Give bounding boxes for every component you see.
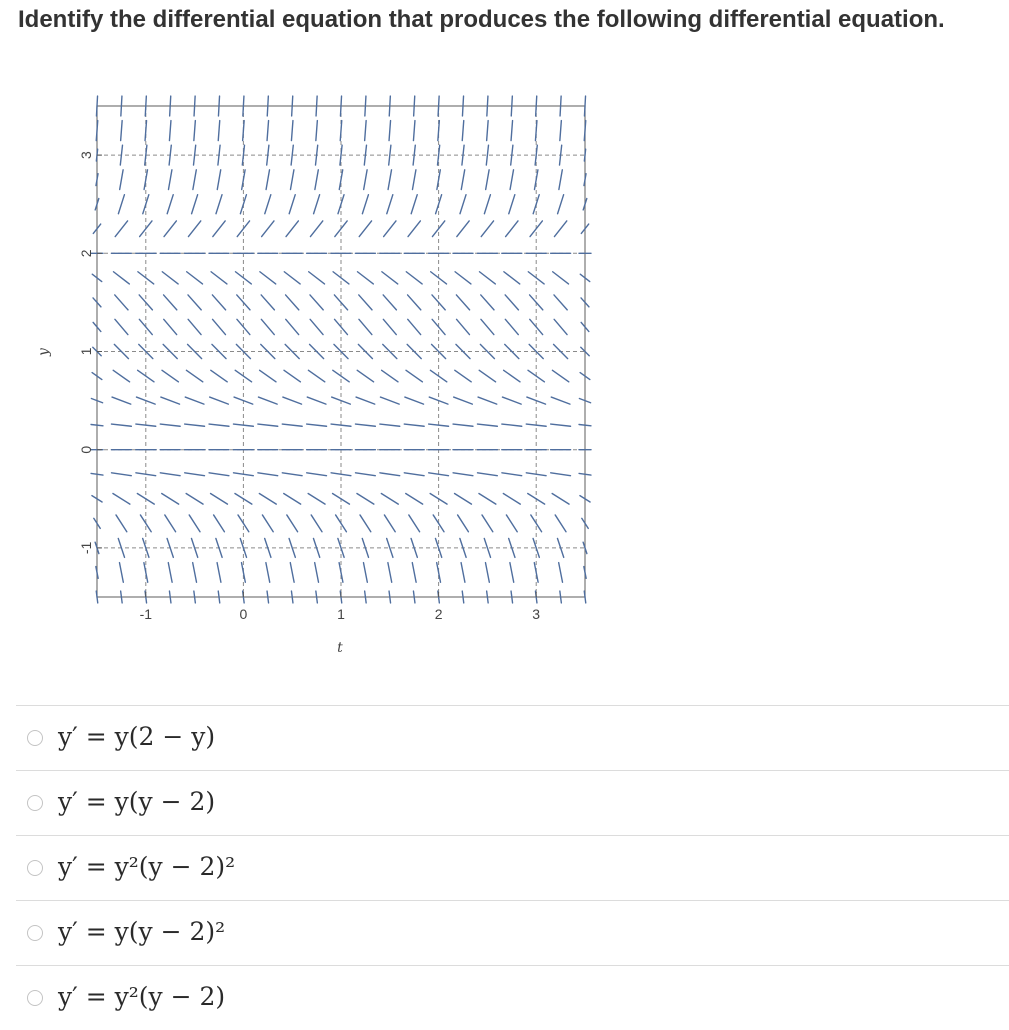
- slope-segment: [362, 195, 368, 214]
- option-label: y′ = y(2 − y): [58, 722, 216, 751]
- x-tick-label: 2: [434, 606, 443, 622]
- slope-segment: [559, 170, 562, 190]
- slope-segment: [560, 121, 562, 141]
- slope-segment: [456, 295, 469, 310]
- slope-segment: [380, 473, 400, 476]
- slope-segment: [413, 121, 415, 141]
- slope-segment: [381, 493, 398, 504]
- slope-segment: [266, 170, 269, 190]
- option-label: y′ = y(y − 2): [58, 787, 216, 816]
- y-tick-label: 0: [78, 445, 94, 454]
- slope-segment: [405, 397, 424, 404]
- slope-segment: [260, 272, 276, 284]
- slope-segment: [460, 538, 466, 557]
- slope-segment: [365, 591, 367, 603]
- option-2[interactable]: [16, 770, 1009, 835]
- slope-segment: [413, 591, 415, 603]
- slope-segment: [310, 319, 323, 334]
- slope-segment: [510, 170, 513, 190]
- slope-segment: [554, 295, 567, 310]
- x-tick-label: -1: [139, 606, 153, 622]
- slope-segment: [453, 473, 473, 476]
- slope-segment: [119, 563, 123, 583]
- slope-segment: [287, 515, 298, 532]
- slope-segment: [359, 221, 371, 237]
- slope-segment: [384, 515, 395, 532]
- slope-segment: [283, 397, 302, 404]
- slope-segment: [316, 591, 318, 603]
- slope-segment: [461, 563, 465, 583]
- option-label: y′ = y²(y − 2)²: [58, 852, 236, 881]
- slope-segment: [554, 221, 566, 237]
- slope-segment: [363, 563, 367, 583]
- slope-segment: [193, 170, 196, 190]
- slope-segment: [486, 170, 489, 190]
- slope-segment: [357, 370, 373, 382]
- slope-segment: [485, 563, 489, 583]
- slope-segment: [120, 170, 123, 190]
- slope-segment: [462, 96, 463, 116]
- y-axis-label: y: [36, 348, 52, 356]
- slope-segment: [137, 493, 154, 504]
- slope-segment: [355, 424, 375, 426]
- x-tick-label: 0: [239, 606, 248, 622]
- slope-segment: [437, 563, 441, 583]
- slope-segment: [311, 515, 322, 532]
- slope-segment: [384, 221, 396, 237]
- slope-segment: [261, 295, 274, 310]
- slope-segment: [170, 96, 171, 116]
- slope-segment: [258, 424, 278, 426]
- slope-segment: [460, 195, 466, 214]
- slope-segment: [340, 121, 342, 141]
- slope-segment: [286, 221, 298, 237]
- slope-segment: [284, 370, 300, 382]
- slope-segment: [310, 295, 323, 310]
- slope-segment: [308, 493, 325, 504]
- slope-segment: [162, 272, 178, 284]
- slope-segment: [481, 221, 493, 237]
- slope-segment: [307, 473, 327, 476]
- slope-segment: [502, 473, 522, 476]
- slope-segment: [167, 195, 173, 214]
- slope-segment: [194, 591, 196, 603]
- slope-segment: [168, 563, 172, 583]
- slope-segment: [535, 121, 537, 141]
- slope-segment: [408, 295, 421, 310]
- slope-segment: [364, 170, 367, 190]
- slope-segment: [506, 221, 518, 237]
- slope-segment: [211, 370, 227, 382]
- slope-segment: [477, 473, 497, 476]
- option-5[interactable]: [16, 965, 1009, 1030]
- slope-segment: [243, 96, 244, 116]
- slope-segment: [408, 319, 421, 334]
- slope-segment: [289, 195, 295, 214]
- y-tick-label: 1: [78, 347, 94, 356]
- slope-segment: [457, 221, 469, 237]
- slope-segment: [558, 195, 564, 214]
- slope-segment: [365, 121, 367, 141]
- slope-segment: [387, 195, 393, 214]
- slope-segment: [218, 121, 220, 141]
- slope-segment: [560, 591, 562, 603]
- slope-segment: [482, 515, 493, 532]
- radio-button[interactable]: [27, 990, 43, 1006]
- slope-segment: [186, 493, 203, 504]
- slope-segment: [267, 121, 269, 141]
- slope-segment: [453, 424, 473, 426]
- slope-segment: [554, 319, 567, 334]
- slope-segment: [160, 473, 180, 476]
- slope-segment: [511, 121, 513, 141]
- slope-segment: [162, 493, 179, 504]
- slope-segment: [111, 424, 131, 426]
- radio-button[interactable]: [27, 925, 43, 941]
- x-tick-label: 3: [532, 606, 541, 622]
- slope-segment: [189, 515, 200, 532]
- slope-segment: [188, 319, 201, 334]
- slope-segment: [113, 493, 130, 504]
- slope-segment: [217, 170, 220, 190]
- slope-segment: [307, 397, 326, 404]
- slope-segment: [340, 96, 341, 116]
- slope-segment: [284, 272, 300, 284]
- slope-segment: [555, 515, 566, 532]
- y-tick-label: -1: [78, 541, 94, 555]
- slope-segment: [414, 96, 415, 116]
- radio-button[interactable]: [27, 795, 43, 811]
- slope-segment: [360, 515, 371, 532]
- slope-segment: [534, 563, 538, 583]
- slope-segment: [209, 424, 229, 426]
- slope-segment: [411, 538, 417, 557]
- slope-segment: [458, 515, 469, 532]
- slope-segment: [144, 563, 148, 583]
- slope-segment: [115, 295, 128, 310]
- slope-segment: [185, 424, 205, 426]
- slope-segment: [455, 493, 472, 504]
- slope-segment: [389, 121, 391, 141]
- slope-segment: [484, 195, 490, 214]
- slope-segment: [210, 397, 229, 404]
- slope-segment: [193, 563, 197, 583]
- slope-segment: [262, 221, 274, 237]
- slope-segment: [316, 96, 317, 116]
- slope-segment: [267, 591, 269, 603]
- slope-segment: [389, 591, 391, 603]
- slope-segment: [214, 515, 225, 532]
- slope-segment: [357, 272, 373, 284]
- slope-segment: [261, 319, 274, 334]
- slope-segment: [308, 370, 324, 382]
- slope-segment: [462, 591, 464, 603]
- slope-segment: [506, 515, 517, 532]
- slope-segment: [406, 272, 422, 284]
- slope-segment: [310, 221, 322, 237]
- slope-segment: [438, 96, 439, 116]
- slope-segment: [511, 591, 513, 603]
- slope-segment: [121, 96, 122, 116]
- slope-segment: [511, 96, 512, 116]
- slope-segment: [503, 493, 520, 504]
- slope-segment: [315, 170, 318, 190]
- slope-field-svg: [0, 0, 620, 680]
- slope-segment: [454, 397, 473, 404]
- option-3[interactable]: [16, 835, 1009, 900]
- slope-segment: [113, 370, 129, 382]
- slope-segment: [478, 397, 497, 404]
- slope-segment: [486, 145, 488, 165]
- slope-segment: [286, 295, 299, 310]
- slope-segment: [314, 195, 320, 214]
- slope-segment: [438, 121, 440, 141]
- slope-segment: [404, 424, 424, 426]
- slope-segment: [169, 121, 171, 141]
- slope-segment: [118, 195, 124, 214]
- radio-button[interactable]: [27, 730, 43, 746]
- slope-segment: [455, 272, 471, 284]
- slope-segment: [291, 591, 293, 603]
- slope-segment: [259, 493, 276, 504]
- slope-segment: [504, 272, 520, 284]
- option-label: y′ = y(y − 2)²: [58, 917, 226, 946]
- slope-segment: [579, 424, 591, 425]
- slope-segment: [188, 295, 201, 310]
- slope-segment: [209, 473, 229, 476]
- radio-button[interactable]: [27, 860, 43, 876]
- slope-segment: [213, 319, 226, 334]
- slope-segment: [355, 473, 375, 476]
- slope-segment: [290, 170, 293, 190]
- slope-segment: [388, 563, 392, 583]
- slope-segment: [461, 170, 464, 190]
- slope-segment: [380, 424, 400, 426]
- option-4[interactable]: [16, 900, 1009, 965]
- slope-segment: [356, 397, 375, 404]
- slope-segment: [160, 424, 180, 426]
- slope-segment: [551, 397, 570, 404]
- slope-segment: [284, 493, 301, 504]
- slope-segment: [412, 563, 416, 583]
- slope-segment: [412, 170, 415, 190]
- slope-segment: [333, 493, 350, 504]
- slope-segment: [164, 295, 177, 310]
- slope-segment: [111, 473, 131, 476]
- slope-segment: [243, 121, 245, 141]
- slope-segment: [115, 221, 127, 237]
- slope-segment: [510, 563, 514, 583]
- slope-segment: [258, 473, 278, 476]
- slope-segment: [112, 397, 131, 404]
- option-1[interactable]: [16, 705, 1009, 770]
- slope-segment: [309, 272, 325, 284]
- slope-segment: [477, 424, 497, 426]
- slope-segment: [552, 493, 569, 504]
- slope-segment: [505, 295, 518, 310]
- slope-segment: [406, 493, 423, 504]
- slope-segment: [481, 319, 494, 334]
- slope-segment: [409, 515, 420, 532]
- slope-segment: [316, 121, 318, 141]
- slope-segment: [406, 370, 422, 382]
- slope-segment: [164, 319, 177, 334]
- slope-segment: [504, 370, 520, 382]
- slope-segment: [389, 145, 391, 165]
- slope-segment: [91, 424, 103, 425]
- slope-segment: [258, 397, 277, 404]
- slope-segment: [509, 538, 515, 557]
- slope-segment: [212, 295, 225, 310]
- slope-segment: [185, 473, 205, 476]
- slope-segment: [241, 563, 245, 583]
- slope-segment: [553, 272, 569, 284]
- slope-segment: [169, 591, 171, 603]
- slope-segment: [217, 563, 221, 583]
- slope-segment: [404, 473, 424, 476]
- slope-segment: [365, 96, 366, 116]
- slope-segment: [456, 344, 470, 358]
- slope-segment: [462, 121, 464, 141]
- slope-segment: [116, 515, 127, 532]
- slope-segment: [430, 493, 447, 504]
- slope-segment: [487, 121, 489, 141]
- slope-segment: [307, 424, 327, 426]
- slope-segment: [213, 221, 225, 237]
- slope-segment: [267, 96, 268, 116]
- slope-segment: [502, 397, 521, 404]
- slope-segment: [528, 493, 545, 504]
- x-tick-label: 1: [337, 606, 345, 622]
- slope-segment: [216, 195, 222, 214]
- slope-segment: [291, 121, 293, 141]
- slope-segment: [551, 473, 571, 476]
- slope-segment: [91, 473, 103, 475]
- question-text: Identify the differential equation that produces the following differential equation.: [18, 6, 945, 33]
- slope-segment: [457, 319, 470, 334]
- slope-segment: [162, 370, 178, 382]
- slope-segment: [389, 96, 390, 116]
- slope-segment: [282, 473, 302, 476]
- y-tick-label: 3: [78, 151, 94, 159]
- slope-segment: [218, 591, 220, 603]
- slope-segment: [115, 319, 128, 334]
- slope-segment: [380, 397, 399, 404]
- slope-segment: [145, 96, 146, 116]
- slope-segment: [194, 121, 196, 141]
- slope-segment: [502, 424, 522, 426]
- slope-segment: [383, 295, 396, 310]
- slope-segment: [357, 493, 374, 504]
- slope-segment: [186, 370, 202, 382]
- slope-segment: [262, 515, 273, 532]
- slope-segment: [185, 397, 204, 404]
- slope-segment: [579, 473, 591, 475]
- slope-segment: [286, 319, 299, 334]
- slope-segment: [552, 370, 568, 382]
- slope-segment: [382, 272, 398, 284]
- slope-segment: [388, 170, 391, 190]
- slope-segment: [266, 563, 270, 583]
- slope-segment: [194, 96, 195, 116]
- x-axis-label: t: [337, 640, 343, 656]
- slope-segment: [164, 221, 176, 237]
- answer-options: [16, 705, 1009, 1030]
- slope-segment: [260, 370, 276, 382]
- slope-field-chart: [0, 0, 620, 680]
- slope-segment: [165, 515, 176, 532]
- y-tick-label: 2: [78, 249, 94, 258]
- slope-segment: [211, 272, 227, 284]
- slope-segment: [187, 272, 203, 284]
- slope-segment: [290, 563, 294, 583]
- slope-segment: [383, 319, 396, 334]
- slope-segment: [359, 319, 372, 334]
- slope-segment: [551, 424, 571, 426]
- slope-segment: [113, 272, 129, 284]
- slope-segment: [559, 563, 563, 583]
- slope-segment: [282, 424, 302, 426]
- slope-segment: [479, 493, 496, 504]
- slope-segment: [121, 591, 123, 603]
- slope-segment: [505, 319, 518, 334]
- slope-segment: [455, 370, 471, 382]
- slope-segment: [536, 96, 537, 116]
- option-label: y′ = y²(y − 2): [58, 982, 226, 1011]
- slope-segment: [487, 96, 488, 116]
- slope-segment: [339, 563, 343, 583]
- slope-segment: [359, 295, 372, 310]
- slope-segment: [291, 145, 293, 165]
- slope-segment: [382, 370, 398, 382]
- slope-segment: [211, 493, 228, 504]
- slope-segment: [292, 96, 293, 116]
- slope-segment: [145, 121, 147, 141]
- slope-segment: [218, 96, 219, 116]
- slope-segment: [479, 370, 495, 382]
- slope-segment: [408, 221, 420, 237]
- slope-segment: [265, 195, 271, 214]
- slope-segment: [188, 221, 200, 237]
- slope-segment: [560, 96, 561, 116]
- slope-segment: [168, 170, 171, 190]
- slope-segment: [487, 591, 489, 603]
- slope-segment: [479, 272, 495, 284]
- slope-segment: [481, 295, 494, 310]
- slope-segment: [315, 563, 319, 583]
- slope-segment: [192, 195, 198, 214]
- slope-segment: [411, 195, 417, 214]
- slope-segment: [121, 121, 123, 141]
- slope-segment: [235, 493, 252, 504]
- slope-segment: [509, 195, 515, 214]
- slope-segment: [161, 397, 180, 404]
